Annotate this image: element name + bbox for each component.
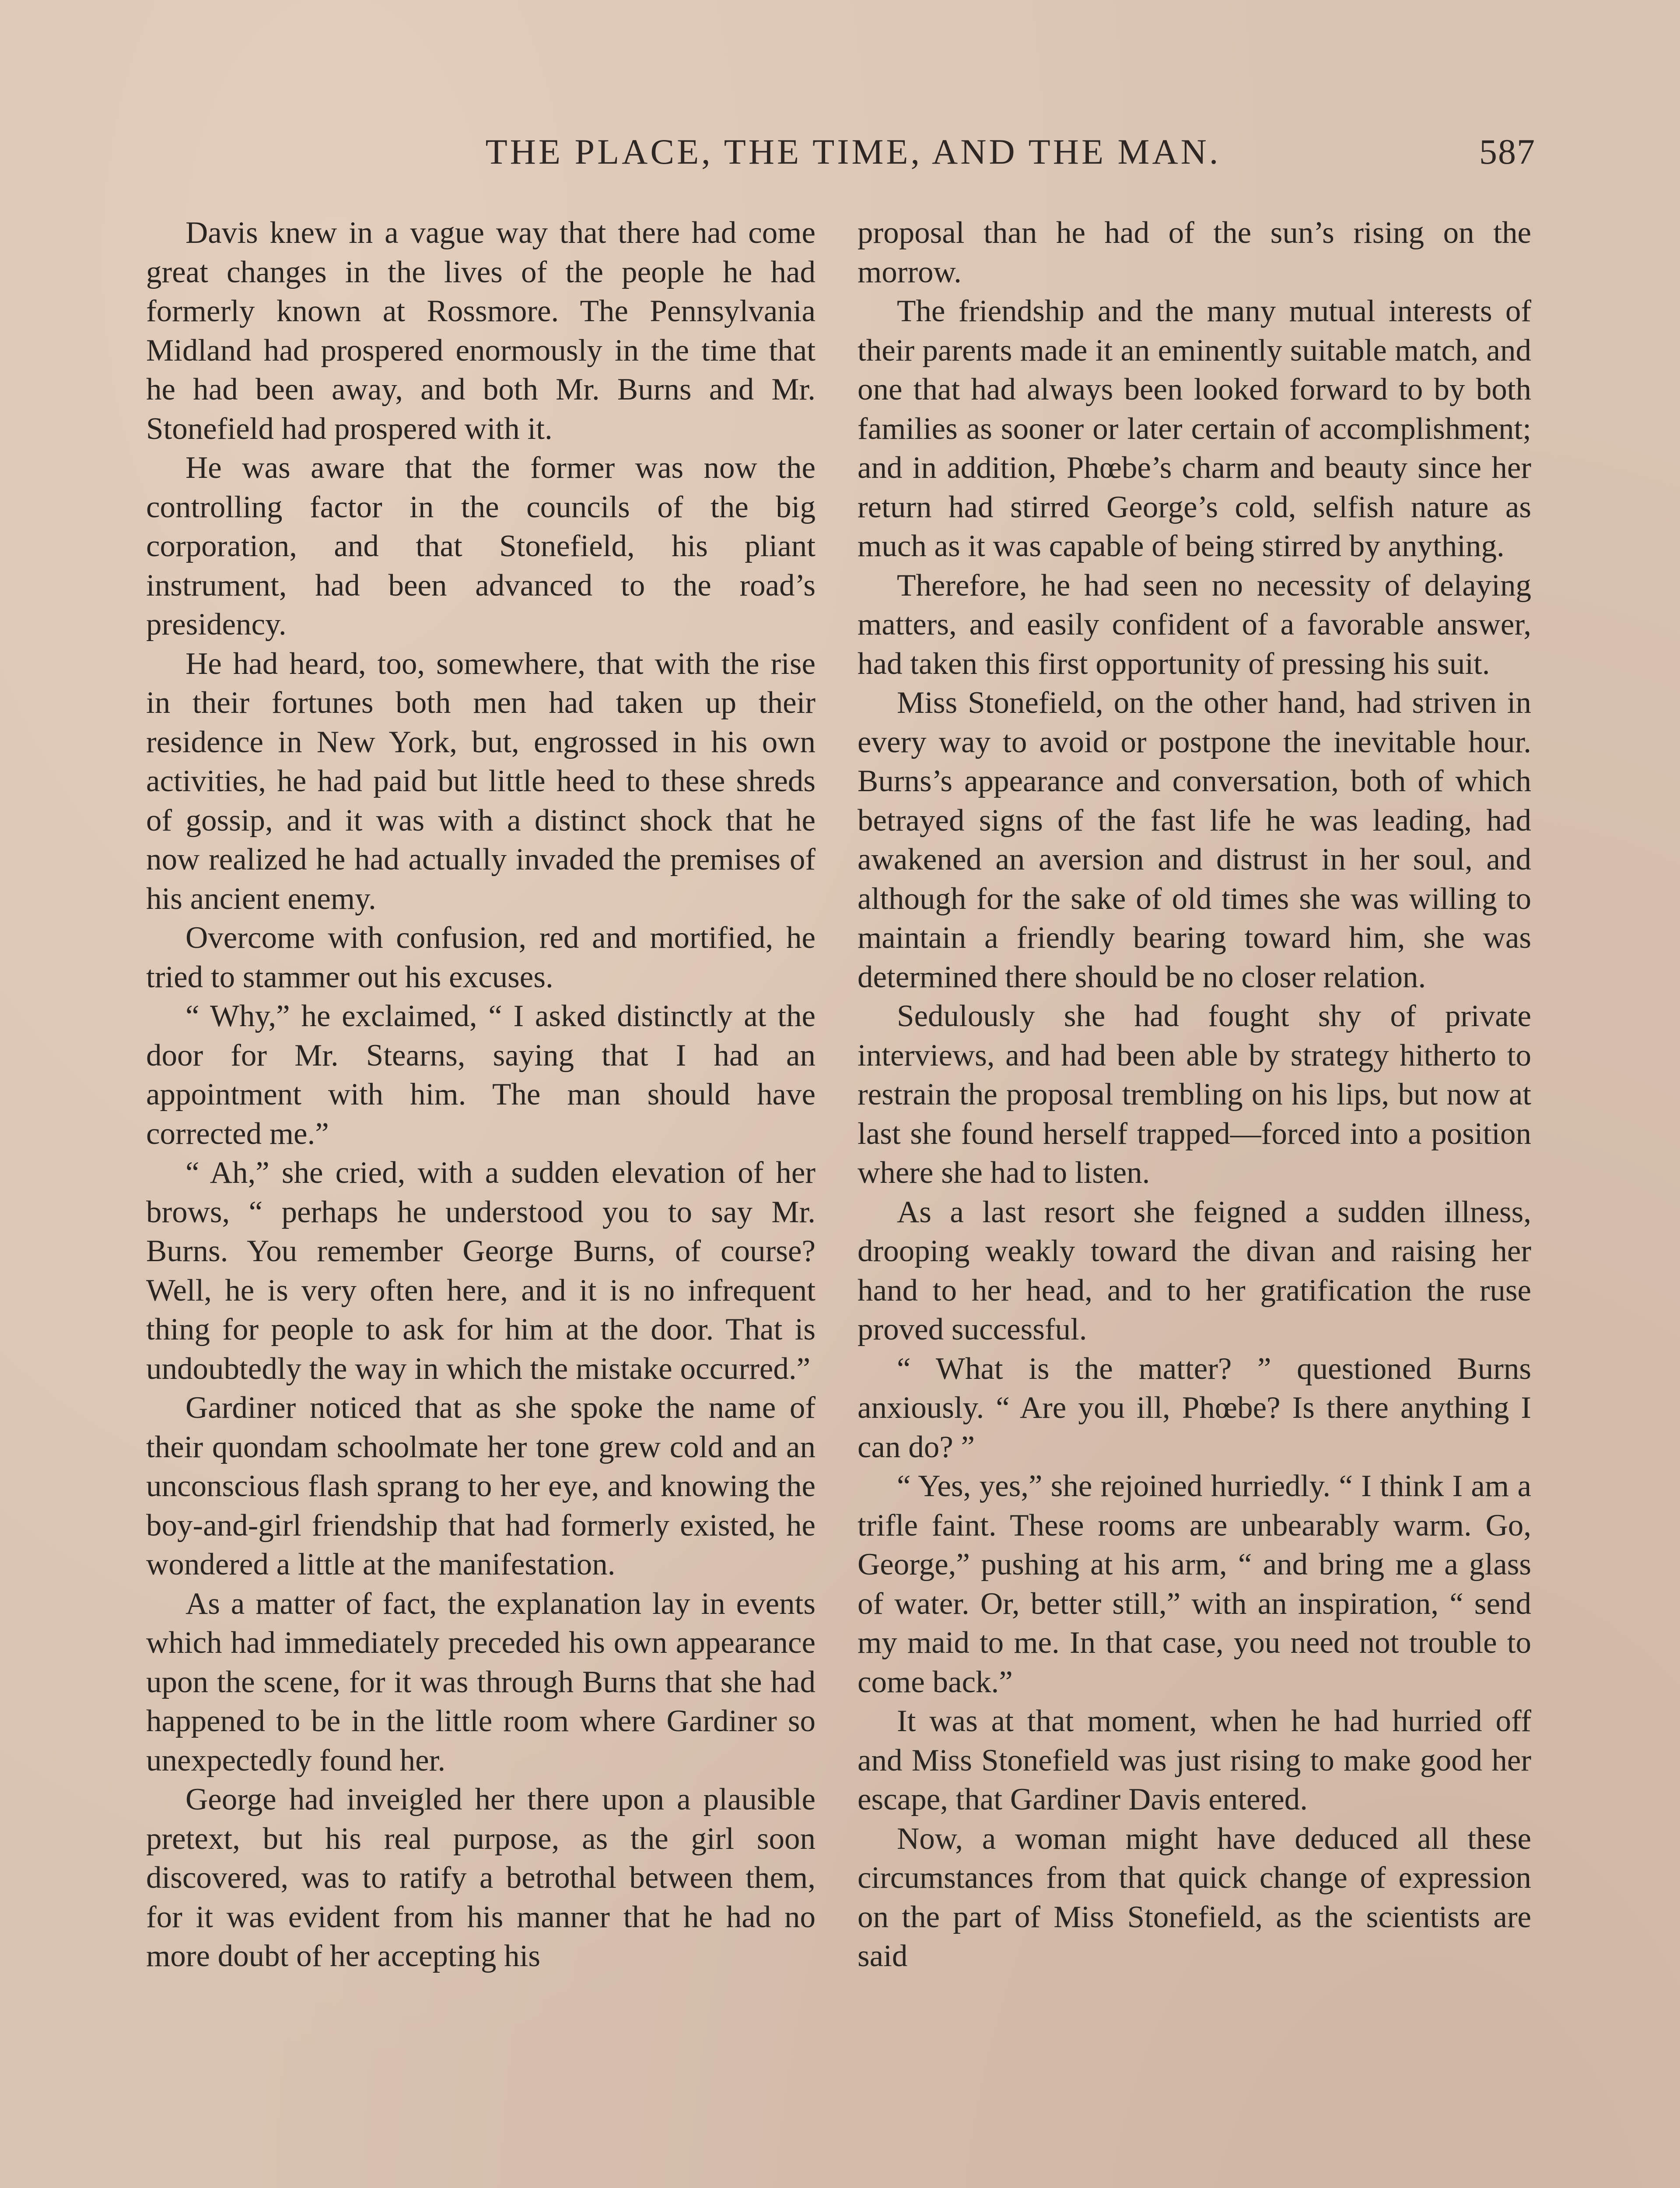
running-title: THE PLACE, THE TIME, AND THE MAN. bbox=[485, 132, 1221, 172]
paragraph: George had inveigled her there upon a plausible pretext, but his real purpose, as the girl soon discovered, was to ratify a betrothal between them, for it was evident from his manner that he had no more doubt of her accepting his bbox=[146, 1782, 816, 1973]
paragraph: He was aware that the former was now the controlling factor in the councils of the big corporation, and that Stonefield, his pliant instrument, had been advanced to the road’s presidency. bbox=[146, 451, 816, 642]
paragraph: As a last resort she feigned a sudden illness, drooping weakly toward the divan and raising her hand to her head, and to her gratification the ruse proved successful. bbox=[858, 1195, 1531, 1346]
paragraph: Sedulously she had fought shy of private interviews, and had been able by strategy hitherto to restrain the proposal trembling on his lips, but now at last she found herself trapped—forced into a position where she had to listen. bbox=[858, 999, 1531, 1190]
paragraph: “ Why,” he exclaimed, “ I asked distinctly at the door for Mr. Stearns, saying that I had an appointment with him. The man should have corrected me.” bbox=[146, 999, 816, 1151]
paragraph: Davis knew in a vague way that there had come great changes in the lives of the people he had formerly known at Rossmore. The Pennsylvania Midland had prospered enormously in the time that he had been away, and both Mr. Burns and Mr. Stonefield had prospered with it. bbox=[146, 216, 816, 446]
paragraph: As a matter of fact, the explanation lay in events which had immediately preceded his own appearance upon the scene, for it was through Burns that she had happened to be in the little room where Gardiner so unexpectedly found her. bbox=[146, 1586, 816, 1778]
paragraph: He had heard, too, somewhere, that with the rise in their fortunes both men had taken up their residence in New York, but, engrossed in his own activities, he had paid but little heed to these shreds of gossip, and it was with a distinct shock that he now realized he had actually invaded the premises of his ancient enemy. bbox=[146, 646, 816, 916]
paragraph: Miss Stonefield, on the other hand, had striven in every way to avoid or postpone the inevitable hour. Burns’s appearance and conversation, both of which betrayed signs of the fast life he was leading, had awakened an aversion and distrust in her soul, and although for the sake of old times she was willing to maintain a friendly bearing toward him, she was determined there should be no closer relation. bbox=[858, 686, 1531, 994]
paragraph: “ Ah,” she cried, with a sudden elevation of her brows, “ perhaps he understood you to say Mr. Burns. You remember George Burns, of course? Well, he is very often here, and it is no infrequent thing for people to ask for him at the door. That is undoubtedly the way in which the mistake occurred.” bbox=[146, 1156, 816, 1386]
paragraph: The friendship and the many mutual interests of their parents made it an eminently suitable match, and one that had always been looked forward to by both families as sooner or later certain of accomplishment; and in addition, Phœbe’s charm and beauty since her return had stirred George’s cold, selfish nature as much as it was capable of being stirred by anything. bbox=[858, 294, 1531, 563]
left-column bbox=[146, 214, 816, 1976]
paragraph-continued: proposal than he had of the sun’s rising on the morrow. bbox=[858, 216, 1531, 289]
page-number: 587 bbox=[1479, 132, 1536, 172]
paragraph: Now, a woman might have deduced all these circumstances from that quick change of expression on the part of Miss Stonefield, as the scientists are said bbox=[858, 1821, 1531, 1973]
paragraph: “ What is the matter? ” questioned Burns anxiously. “ Are you ill, Phœbe? Is there anything I can do? ” bbox=[858, 1351, 1531, 1464]
paragraph: Overcome with confusion, red and mortified, he tried to stammer out his excuses. bbox=[146, 921, 816, 994]
paragraph: Therefore, he had seen no necessity of delaying matters, and easily confident of a favorable answer, had taken this first opportunity of pressing his suit. bbox=[858, 568, 1531, 681]
paragraph: Gardiner noticed that as she spoke the name of their quondam schoolmate her tone grew cold and an unconscious flash sprang to her eye, and knowing the boy-and-girl friendship that had formerly existed, he wondered a little at the manifestation. bbox=[146, 1391, 816, 1581]
paragraph: It was at that moment, when he had hurried off and Miss Stonefield was just rising to make good her escape, that Gardiner Davis entered. bbox=[858, 1704, 1531, 1816]
paragraph: “ Yes, yes,” she rejoined hurriedly. “ I think I am a trifle faint. These rooms are unbearably warm. Go, George,” pushing at his arm, “ and bring me a glass of water. Or, better still,” with an inspiration, “ send my maid to me. In that case, you need not trouble to come back.” bbox=[858, 1469, 1531, 1699]
right-column bbox=[858, 214, 1531, 1976]
